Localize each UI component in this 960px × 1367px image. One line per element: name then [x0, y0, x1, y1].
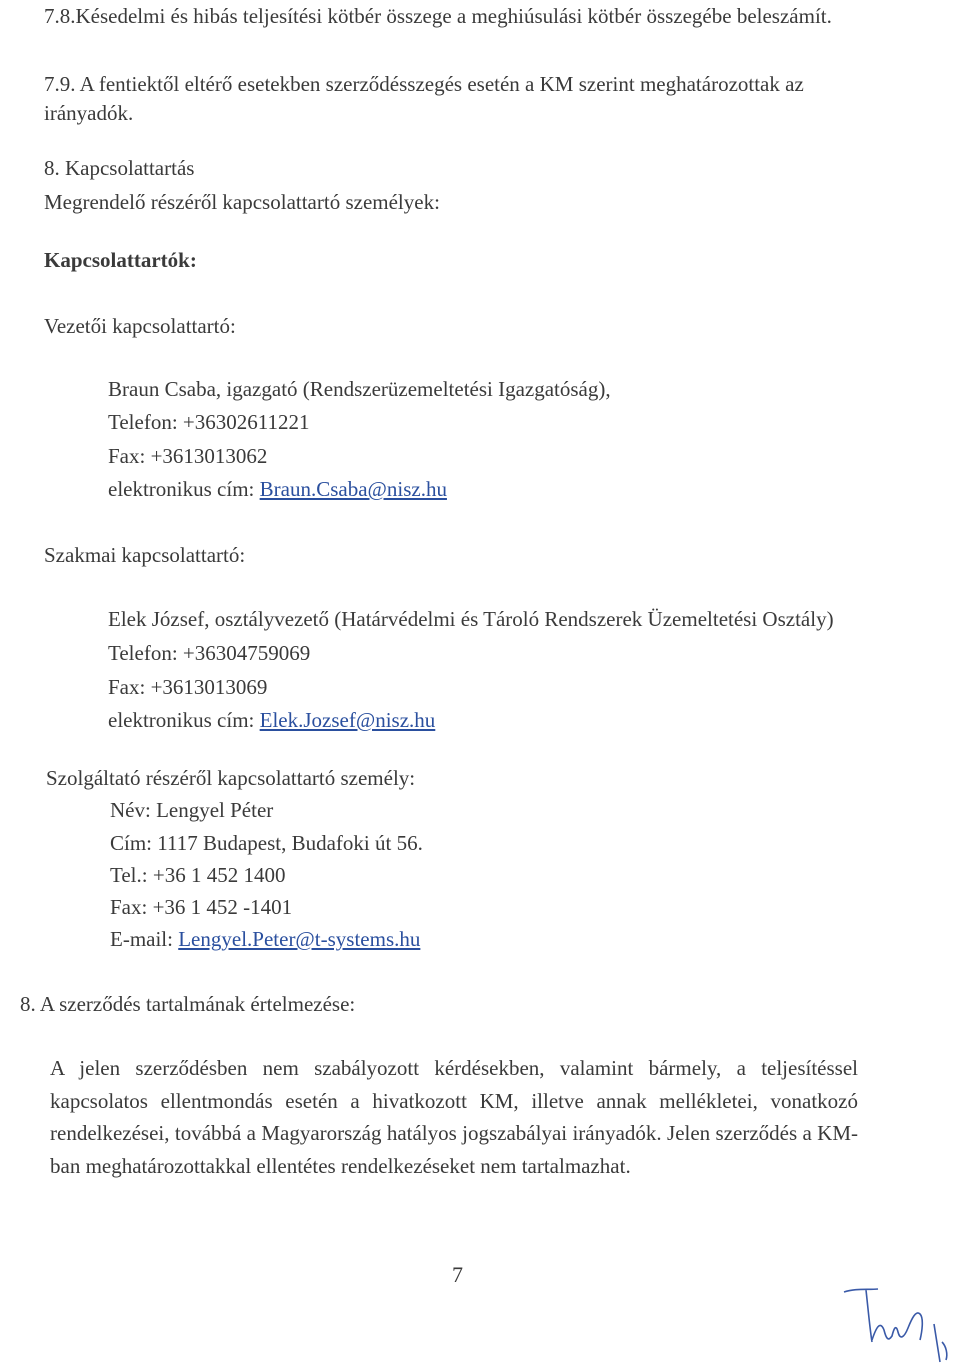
executive-contact-phone: Telefon: +36302611221	[108, 410, 310, 434]
clause-7-8: 7.8.Késedelmi és hibás teljesítési kötbér összege a meghiúsulási kötbér összegébe beleszámít.	[44, 4, 832, 28]
professional-contact-fax: Fax: +3613013069	[108, 675, 268, 699]
provider-contact-heading: Szolgáltató részéről kapcsolattartó személy:	[46, 766, 416, 790]
professional-email-link[interactable]: Elek.Jozsef@nisz.hu	[259, 708, 436, 732]
executive-contact-name: Braun Csaba, igazgató (Rendszerüzemeltetési Igazgatóság),	[108, 377, 611, 401]
executive-contact-fax: Fax: +3613013062	[108, 444, 268, 468]
provider-contact-fax: Fax: +36 1 452 -1401	[110, 895, 293, 919]
professional-contact-phone: Telefon: +36304759069	[108, 641, 311, 665]
professional-contact-email-row	[108, 706, 435, 734]
interpretation-paragraph: A jelen szerződésben nem szabályozott kérdésekben, valamint bármely, a teljesítéssel kapcsolatos ellentmondás esetén a hivatkozott KM, illetve annak mellékletei, vonatkozó rendelkezései, továbbá a Magyarország hatályos jogszabályai irányadók. Jelen szerződés a KM-ban meghatározottakkal ellentétes rendelkezéseket nem tartalmazhat.	[50, 1056, 858, 1178]
section-8-title: 8. Kapcsolattartás	[44, 156, 195, 180]
contacts-heading: Kapcsolattartók:	[44, 248, 197, 272]
executive-email-link[interactable]: Braun.Csaba@nisz.hu	[259, 477, 447, 501]
clause-7-9-line1: 7.9. A fentiektől eltérő esetekben szerződésszegés esetén a KM szerint meghatározottak az	[44, 72, 804, 96]
provider-contact-name: Név: Lengyel Péter	[110, 798, 274, 822]
professional-contact-name: Elek József, osztályvezető (Határvédelmi és Tároló Rendszerek Üzemeltetési Osztály)	[108, 607, 834, 631]
provider-contact-address: Cím: 1117 Budapest, Budafoki út 56.	[110, 831, 423, 855]
professional-contact-label: Szakmai kapcsolattartó:	[44, 543, 246, 567]
provider-contact-phone: Tel.: +36 1 452 1400	[110, 863, 286, 887]
page-number: 7	[452, 1262, 463, 1287]
email-label: elektronikus cím:	[108, 708, 260, 732]
customer-contacts-heading: Megrendelő részéről kapcsolattartó személyek:	[44, 190, 440, 214]
handwritten-initials	[838, 1280, 958, 1365]
email-label: elektronikus cím:	[108, 477, 260, 501]
clause-7-9-line2: irányadók.	[44, 101, 134, 125]
executive-contact-email-row	[108, 475, 447, 503]
provider-email-link[interactable]: Lengyel.Peter@t-systems.hu	[178, 927, 421, 951]
provider-contact-email-row	[110, 925, 420, 953]
section-interpretation-title: 8. A szerződés tartalmának értelmezése:	[20, 992, 356, 1016]
email-label: E-mail:	[110, 927, 179, 951]
executive-contact-label: Vezetői kapcsolattartó:	[44, 314, 236, 338]
